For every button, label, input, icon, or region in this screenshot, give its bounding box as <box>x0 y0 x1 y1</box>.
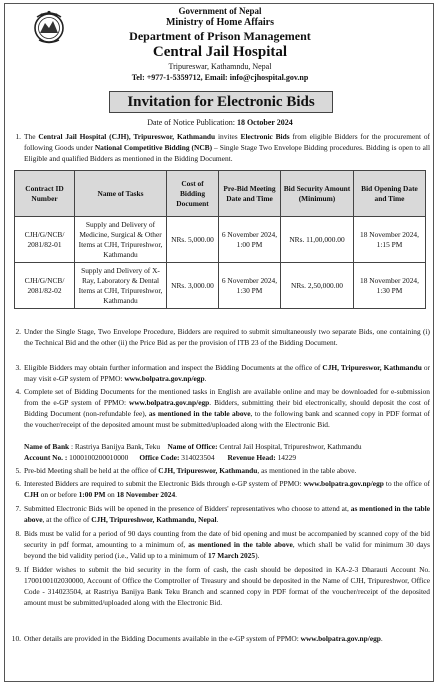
clause-5: 5. Pre-bid Meeting shall be held at the office of CJH, Tripureswor, Kathmandu, as mentioned in the table above. <box>15 466 357 475</box>
col-tasks: Name of Tasks <box>75 171 167 217</box>
notice-page <box>4 3 434 682</box>
table-row <box>15 217 426 263</box>
ministry-line: Ministry of Home Affairs <box>165 17 275 28</box>
organization-name: Central Jail Hospital <box>152 44 288 60</box>
cell-cost: NRs. 5,000.00 <box>167 217 219 263</box>
department-line: Department of Prison Management <box>129 29 311 43</box>
bolpatra-link[interactable]: www.bolpatra.gov.np/egp <box>129 398 210 407</box>
bolpatra-link[interactable]: www.bolpatra.gov.np/egp <box>300 634 381 643</box>
cell-prebid: 6 November 2024, 1:30 PM <box>219 263 281 309</box>
clause-1: 1. The Central Jail Hospital (CJH), Tripureswor, Kathmandu invites Electronic Bids from eligible Bidders for the procurement of following Goods under National Competitive Bidding (NCB) – Single Stage Two Envelope Bidding procedures. Bidding is open to all Eligible and qualified Bidders as mentioned in the Bidding Document. <box>15 132 431 163</box>
cell-opening: 18 November 2024, 1:15 PM <box>354 217 426 263</box>
table-row <box>15 263 426 309</box>
bolpatra-link[interactable]: www.bolpatra.gov.np/egp <box>303 479 384 488</box>
bolpatra-link[interactable]: www.bolpatra.gov.np/egp <box>124 374 205 383</box>
clause-2: 2. Under the Single Stage, Two Envelope Procedure, Bidders are required to submit simultaneously two separate Bids, one containing (i) the Technical Bid and the other (ii) the Price Bid as per the provision of ITB 23 of the Bidding Document. <box>15 327 430 347</box>
cell-opening: 18 November 2024, 1:30 PM <box>354 263 426 309</box>
organization-address: Tripureswar, Kathamndu, Nepal <box>168 62 272 71</box>
clause-8: 8. Bids must be valid for a period of 90 days counting from the date of bid opening and must be accompanied by scanned copy of the bid security in pdf format, amounting to a minimum of, as mentioned in the table above, which shall be valid for minimum 30 days beyond the bid validity period (i.e., Valid up to a minimum of 17 March 2025). <box>15 529 430 560</box>
cell-security: NRs. 2,50,000.00 <box>281 263 354 309</box>
clause-10: 10. Other details are provided in the Bidding Documents available in the e-GP system of PPMO: www.bolpatra.gov.np/egp. <box>11 634 383 643</box>
table-header-row <box>15 171 426 217</box>
contact-line: Tel: +977-1-5359712, Email: info@cjhospital.gov.np <box>131 73 309 82</box>
col-opening: Bid Opening Date and Time <box>354 171 426 217</box>
clause-9: 9. If Bidder wishes to submit the bid security in the form of cash, the cash should be deposited in KA-2-3 Dharauti Account No. 1700100102030000, Account of Office the Comptroller of Treasury and should be deposited in the Name of CJH, Tripureshwor, Office Code - 314023504, at Rastriya Banijya Bank Teku Branch and scanned copy in PDF format of the voucher/receipt of the deposited amount must be submitted/uploaded along with the Electronic Bid. <box>15 565 430 607</box>
bank-details-line-2: Account No. : 1000100200010000 Office Code: 314023504 Revenue Head: 14229 <box>24 453 297 462</box>
cell-tasks: Supply and Delivery of Medicine, Surgical & Other Items at CJH, Tripureshwor, Kathmandu <box>75 217 167 263</box>
col-cost: Cost of Bidding Document <box>167 171 219 217</box>
clause-3: 3. Eligible Bidders may obtain further information and inspect the Bidding Documents at the office of CJH, Tripureswor, Kathmandu or may visit e-GP system of PPMO: www.bolpatra.gov.np/egp. <box>15 363 430 383</box>
government-line: Government of Nepal <box>178 6 262 16</box>
cell-contract: CJH/G/NCB/ 2081/82-02 <box>15 263 75 309</box>
notice-title: Invitation for Electronic Bids <box>109 91 333 113</box>
clause-7: 7. Submitted Electronic Bids will be opened in the presence of Bidders' representatives who choose to attend at, as mentioned in the table above, at the office of CJH, Tripureshwor, Kathmandu, Nepal. <box>15 504 430 524</box>
cell-tasks: Supply and Delivery of X-Ray, Laboratory & Dental Items at CJH, Tripureshwor, Kathmandu <box>75 263 167 309</box>
bid-table <box>14 170 426 309</box>
bank-details-line-1: Name of Bank : Rastriya Banijya Bank, Teku Name of Office: Central Jail Hospital, Tripureshwor, Kathmandu <box>24 442 362 451</box>
col-contract-id: Contract ID Number <box>15 171 75 217</box>
cell-security: NRs. 11,00,000.00 <box>281 217 354 263</box>
cell-prebid: 6 November 2024, 1:00 PM <box>219 217 281 263</box>
publication-date: Date of Notice Publication: 18 October 2024 <box>147 118 293 127</box>
cell-contract: CJH/G/NCB/ 2081/82-01 <box>15 217 75 263</box>
clause-6: 6. Interested Bidders are required to submit the Electronic Bids through e-GP system of PPMO: www.bolpatra.gov.np/egp to the office of CJH on or before 1:00 PM on 18 November 2024. <box>15 479 430 499</box>
cell-cost: NRs. 3,000.00 <box>167 263 219 309</box>
col-prebid: Pre-Bid Meeting Date and Time <box>219 171 281 217</box>
clause-4: 4. Complete set of Bidding Documents for the mentioned tasks in English are available online and may be downloaded for e-submission from the e-GP system of PPMO: www.bolpatra.gov.np/egp. Bidders, submitting their bid electronically, should deposit the cost of Bidding Document (non-refundable fee), as mentioned in the table above, to the following bank and scanned copy in PDF format of the voucher/receipt of the deposited amount must be submitted/uploaded along with the Electronic Bid. <box>15 387 431 429</box>
col-security: Bid Security Amount (Minimum) <box>281 171 354 217</box>
